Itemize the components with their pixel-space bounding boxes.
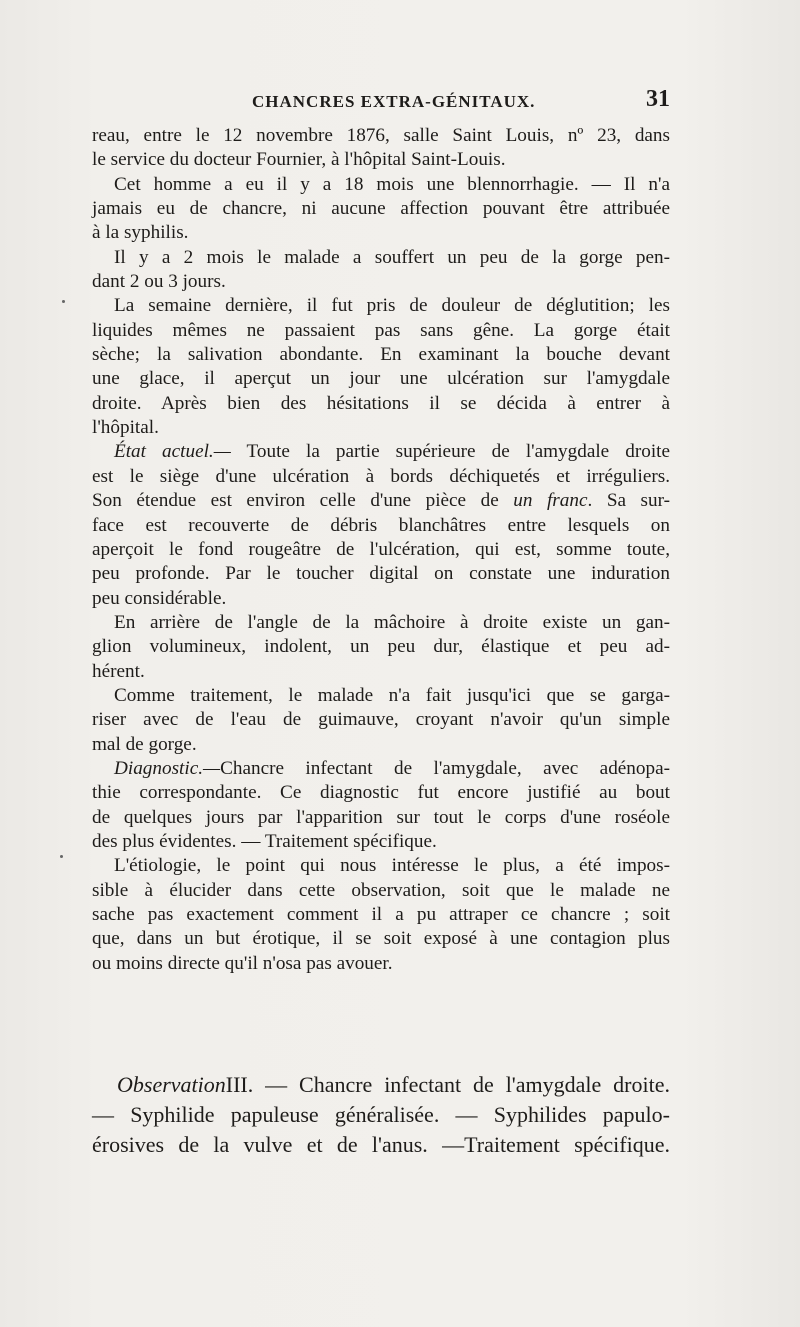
observation-heading [92, 1070, 670, 1160]
text-line: des plus évidentes. — Traitement spécifique. [92, 830, 437, 852]
observation-label: Observation [117, 1072, 226, 1097]
text-line: sache pas exactement comment il a pu attraper ce chancre ; soit [92, 904, 670, 925]
text-segment: Chancre infectant de l'amygdale, avec adénopa- [220, 757, 670, 779]
body-text [92, 124, 670, 976]
text-line [92, 440, 670, 464]
text-line: sèche; la salivation abondante. En examinant la bouche devant [92, 344, 670, 366]
un-franc-phrase: un franc [513, 490, 588, 512]
observation-number: III. [225, 1072, 254, 1097]
text-line: thie correspondante. Ce diagnostic fut encore justifié au bout [92, 782, 670, 804]
text-line: le service du docteur Fournier, à l'hôpital Saint-Louis. [92, 149, 506, 171]
text-line: dant 2 ou 3 jours. [92, 271, 226, 293]
text-segment: Son étendue est environ celle d'une pièce de [92, 490, 499, 512]
margin-speck [62, 300, 65, 303]
text-line: jamais eu de chancre, ni aucune affection pouvant être attribuée [92, 198, 670, 220]
text-line: Il y a 2 mois le malade a souffert un peu de la gorge pen- [114, 246, 670, 268]
text-line: que, dans un but érotique, il se soit exposé à une contagion plus [92, 928, 670, 950]
text-segment: Toute la partie supérieure de l'amygdale droite [246, 441, 671, 463]
text-line [92, 757, 670, 781]
text-line: l'hôpital. [92, 417, 159, 439]
text-line: une glace, il aperçut un jour une ulcération sur l'amygdale [92, 368, 670, 390]
text-line: En arrière de l'angle de la mâchoire à droite existe un gan- [114, 611, 670, 633]
text-line [92, 489, 670, 513]
text-line: reau, entre le 12 novembre 1876, salle Saint Louis, nº 23, dans [92, 125, 670, 146]
running-head [92, 88, 670, 116]
text-line: liquides mêmes ne passaient pas sans gêne. La gorge était [92, 319, 670, 341]
text-line: ou moins directe qu'il n'osa pas avouer. [92, 952, 393, 974]
text-line: glion volumineux, indolent, un peu dur, élastique et peu ad- [92, 636, 670, 658]
text-line: La semaine dernière, il fut pris de douleur de déglutition; les [114, 295, 670, 317]
text-segment: . Sa sur- [587, 490, 670, 512]
text-line: Comme traitement, le malade n'a fait jusqu'ici que se garga- [114, 684, 670, 706]
page-number: 31 [646, 86, 670, 112]
margin-speck [60, 855, 63, 858]
running-title: CHANCRES EXTRA-GÉNITAUX. [252, 92, 536, 111]
text-line: peu considérable. [92, 587, 227, 609]
text-line: face est recouverte de débris blanchâtres entre lesquels on [92, 514, 670, 536]
text-line: riser avec de l'eau de guimauve, croyant n'avoir qu'un simple [92, 709, 670, 731]
observation-title-line: érosives de la vulve et de l'anus. —Traitement spécifique. [92, 1132, 670, 1157]
text-line: droite. Après bien des hésitations il se décida à entrer à [92, 392, 670, 414]
text-line: peu profonde. Par le toucher digital on constate une induration [92, 563, 670, 585]
text-line: sible à élucider dans cette observation, soit que le malade ne [92, 879, 670, 901]
observation-title-line: — Syphilide papuleuse généralisée. — Syphilides papulo- [92, 1102, 670, 1127]
text-line: de quelques jours par l'apparition sur tout le corps d'une roséole [92, 806, 670, 828]
diagnostic-label: Diagnostic.— [114, 757, 221, 779]
text-line: mal de gorge. [92, 733, 197, 755]
observation-title-line [92, 1070, 670, 1100]
text-line: aperçoit le fond rougeâtre de l'ulcération, qui est, somme toute, [92, 538, 670, 560]
text-line: à la syphilis. [92, 222, 189, 244]
etat-actuel-label: État actuel.— [114, 441, 231, 463]
text-line: est le siège d'une ulcération à bords déchiquetés et irréguliers. [92, 465, 670, 487]
text-line: L'étiologie, le point qui nous intéresse le plus, a été impos- [114, 855, 670, 877]
text-line: hérent. [92, 660, 145, 682]
text-line: Cet homme a eu il y a 18 mois une blennorrhagie. — Il n'a [114, 173, 670, 195]
observation-title-text: — Chancre infectant de l'amygdale droite. [253, 1072, 670, 1097]
